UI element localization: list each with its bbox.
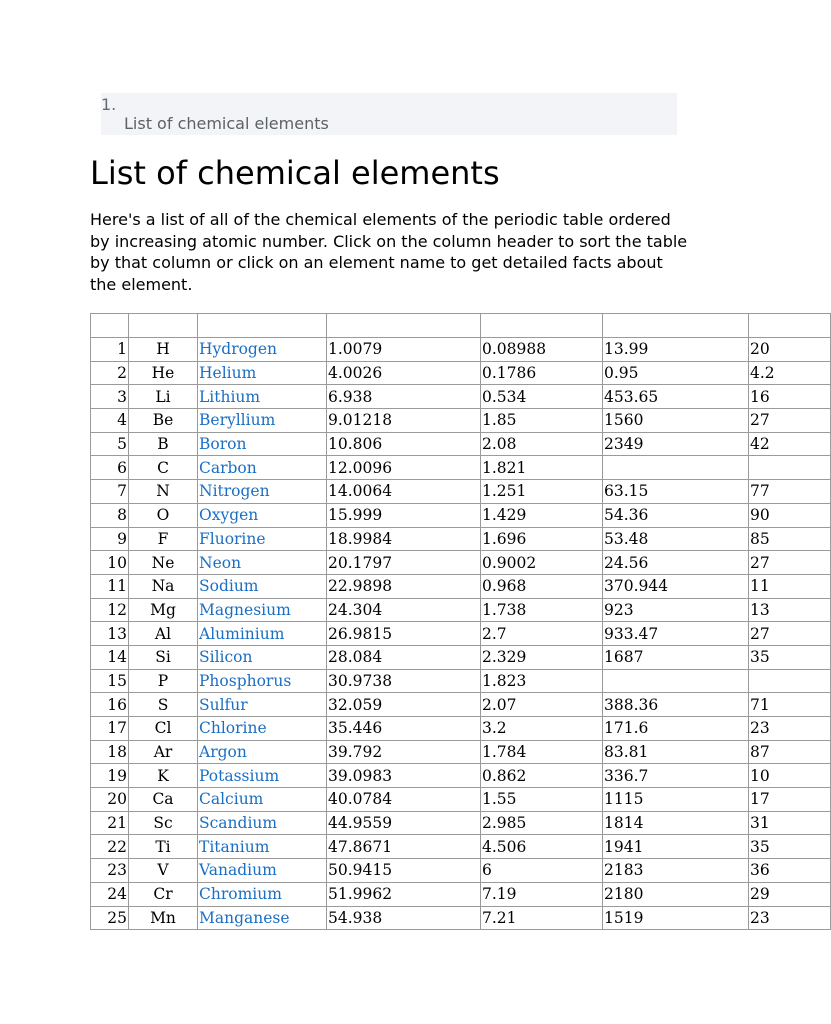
cell-density: 1.55 <box>481 788 603 812</box>
table-header-row <box>91 314 831 338</box>
cell-atomic-mass: 35.446 <box>327 717 481 741</box>
element-link[interactable]: Sodium <box>199 577 259 596</box>
cell-boiling-point: 27 <box>749 409 831 433</box>
cell-symbol: P <box>129 669 198 693</box>
cell-density: 1.784 <box>481 740 603 764</box>
cell-density: 1.738 <box>481 598 603 622</box>
column-header-symbol[interactable] <box>129 314 198 338</box>
cell-element-name <box>198 645 327 669</box>
cell-density: 7.19 <box>481 882 603 906</box>
cell-atomic-number: 15 <box>91 669 129 693</box>
cell-atomic-number: 18 <box>91 740 129 764</box>
cell-density: 2.329 <box>481 645 603 669</box>
cell-symbol: Cr <box>129 882 198 906</box>
cell-melting-point: 923 <box>603 598 749 622</box>
column-header-mass[interactable] <box>327 314 481 338</box>
cell-atomic-number: 12 <box>91 598 129 622</box>
cell-element-name <box>198 480 327 504</box>
cell-element-name <box>198 764 327 788</box>
cell-boiling-point: 27 <box>749 551 831 575</box>
cell-symbol: Ar <box>129 740 198 764</box>
cell-melting-point: 1687 <box>603 645 749 669</box>
element-link[interactable]: Vanadium <box>199 861 277 880</box>
element-link[interactable]: Oxygen <box>199 506 259 525</box>
element-link[interactable]: Boron <box>199 435 247 454</box>
page-title: List of chemical elements <box>90 154 500 192</box>
cell-density: 7.21 <box>481 906 603 930</box>
cell-element-name <box>198 717 327 741</box>
cell-boiling-point: 13 <box>749 598 831 622</box>
cell-boiling-point: 23 <box>749 717 831 741</box>
cell-density: 2.7 <box>481 622 603 646</box>
element-link[interactable]: Sulfur <box>199 695 248 714</box>
column-header-name[interactable] <box>198 314 327 338</box>
cell-element-name <box>198 693 327 717</box>
element-link[interactable]: Chlorine <box>199 719 267 738</box>
cell-atomic-number: 1 <box>91 338 129 362</box>
cell-density: 1.823 <box>481 669 603 693</box>
cell-symbol: B <box>129 432 198 456</box>
table-row <box>91 693 831 717</box>
cell-atomic-number: 24 <box>91 882 129 906</box>
cell-melting-point: 370.944 <box>603 574 749 598</box>
cell-density: 2.08 <box>481 432 603 456</box>
cell-boiling-point: 10 <box>749 764 831 788</box>
cell-melting-point <box>603 456 749 480</box>
table-row <box>91 622 831 646</box>
cell-atomic-mass: 9.01218 <box>327 409 481 433</box>
cell-atomic-number: 25 <box>91 906 129 930</box>
cell-element-name <box>198 574 327 598</box>
cell-symbol: Cl <box>129 717 198 741</box>
element-link[interactable]: Beryllium <box>199 411 276 430</box>
element-link[interactable]: Potassium <box>199 766 280 785</box>
cell-melting-point: 63.15 <box>603 480 749 504</box>
table-row <box>91 385 831 409</box>
cell-atomic-mass: 44.9559 <box>327 811 481 835</box>
cell-boiling-point: 77 <box>749 480 831 504</box>
cell-atomic-mass: 47.8671 <box>327 835 481 859</box>
column-header-density[interactable] <box>481 314 603 338</box>
cell-atomic-number: 6 <box>91 456 129 480</box>
element-link[interactable]: Hydrogen <box>199 340 278 359</box>
cell-atomic-number: 9 <box>91 527 129 551</box>
cell-element-name <box>198 598 327 622</box>
cell-symbol: V <box>129 859 198 883</box>
cell-element-name <box>198 456 327 480</box>
cell-element-name <box>198 882 327 906</box>
table-row <box>91 645 831 669</box>
table-body <box>91 338 831 930</box>
cell-atomic-mass: 14.0064 <box>327 480 481 504</box>
cell-boiling-point: 36 <box>749 859 831 883</box>
cell-atomic-number: 21 <box>91 811 129 835</box>
elements-table-container <box>90 313 775 930</box>
element-link[interactable]: Lithium <box>199 387 261 406</box>
cell-element-name <box>198 503 327 527</box>
element-link[interactable]: Silicon <box>199 648 253 667</box>
table-row <box>91 409 831 433</box>
cell-melting-point: 171.6 <box>603 717 749 741</box>
cell-element-name <box>198 385 327 409</box>
element-link[interactable]: Carbon <box>199 458 257 477</box>
cell-element-name <box>198 432 327 456</box>
cell-atomic-mass: 54.938 <box>327 906 481 930</box>
element-link[interactable]: Titanium <box>199 837 270 856</box>
cell-atomic-number: 16 <box>91 693 129 717</box>
cell-melting-point: 1941 <box>603 835 749 859</box>
table-row <box>91 480 831 504</box>
cell-atomic-mass: 39.0983 <box>327 764 481 788</box>
cell-melting-point: 0.95 <box>603 361 749 385</box>
cell-density: 4.506 <box>481 835 603 859</box>
cell-atomic-number: 10 <box>91 551 129 575</box>
cell-symbol: Mn <box>129 906 198 930</box>
cell-atomic-mass: 50.9415 <box>327 859 481 883</box>
cell-atomic-mass: 20.1797 <box>327 551 481 575</box>
cell-melting-point: 336.7 <box>603 764 749 788</box>
cell-atomic-number: 4 <box>91 409 129 433</box>
table-row <box>91 574 831 598</box>
cell-symbol: Ca <box>129 788 198 812</box>
table-row <box>91 882 831 906</box>
cell-atomic-mass: 22.9898 <box>327 574 481 598</box>
cell-atomic-mass: 10.806 <box>327 432 481 456</box>
cell-symbol: H <box>129 338 198 362</box>
cell-element-name <box>198 740 327 764</box>
breadcrumb <box>101 93 677 135</box>
cell-element-name <box>198 669 327 693</box>
cell-melting-point: 24.56 <box>603 551 749 575</box>
cell-symbol: Na <box>129 574 198 598</box>
cell-element-name <box>198 906 327 930</box>
table-row <box>91 361 831 385</box>
table-row <box>91 338 831 362</box>
table-row <box>91 788 831 812</box>
cell-boiling-point: 35 <box>749 835 831 859</box>
cell-melting-point: 2183 <box>603 859 749 883</box>
table-row <box>91 717 831 741</box>
cell-atomic-mass: 12.0096 <box>327 456 481 480</box>
cell-density: 3.2 <box>481 717 603 741</box>
table-row <box>91 432 831 456</box>
table-row <box>91 456 831 480</box>
cell-atomic-number: 11 <box>91 574 129 598</box>
cell-density: 2.985 <box>481 811 603 835</box>
cell-density: 2.07 <box>481 693 603 717</box>
cell-symbol: Li <box>129 385 198 409</box>
cell-element-name <box>198 361 327 385</box>
cell-boiling-point: 71 <box>749 693 831 717</box>
element-link[interactable]: Fluorine <box>199 529 266 548</box>
cell-boiling-point <box>749 456 831 480</box>
cell-element-name <box>198 527 327 551</box>
cell-melting-point: 54.36 <box>603 503 749 527</box>
cell-symbol: F <box>129 527 198 551</box>
elements-table <box>90 313 831 930</box>
cell-melting-point: 83.81 <box>603 740 749 764</box>
cell-density: 0.1786 <box>481 361 603 385</box>
cell-boiling-point: 85 <box>749 527 831 551</box>
cell-density: 0.08988 <box>481 338 603 362</box>
table-row <box>91 835 831 859</box>
cell-boiling-point: 11 <box>749 574 831 598</box>
cell-boiling-point: 29 <box>749 882 831 906</box>
cell-density: 0.862 <box>481 764 603 788</box>
cell-atomic-mass: 51.9962 <box>327 882 481 906</box>
element-link[interactable]: Helium <box>199 364 257 383</box>
column-header-number[interactable] <box>91 314 129 338</box>
cell-atomic-number: 23 <box>91 859 129 883</box>
cell-symbol: K <box>129 764 198 788</box>
table-row <box>91 503 831 527</box>
cell-density: 1.696 <box>481 527 603 551</box>
cell-element-name <box>198 788 327 812</box>
table-row <box>91 740 831 764</box>
cell-symbol: Be <box>129 409 198 433</box>
cell-melting-point: 1814 <box>603 811 749 835</box>
cell-melting-point: 13.99 <box>603 338 749 362</box>
table-row <box>91 598 831 622</box>
cell-element-name <box>198 409 327 433</box>
cell-atomic-mass: 18.9984 <box>327 527 481 551</box>
cell-melting-point: 1115 <box>603 788 749 812</box>
cell-boiling-point: 31 <box>749 811 831 835</box>
cell-boiling-point: 23 <box>749 906 831 930</box>
cell-element-name <box>198 835 327 859</box>
cell-atomic-number: 7 <box>91 480 129 504</box>
breadcrumb-number: 1. <box>101 95 117 114</box>
cell-atomic-number: 20 <box>91 788 129 812</box>
element-link[interactable]: Aluminium <box>199 624 285 643</box>
cell-atomic-mass: 24.304 <box>327 598 481 622</box>
cell-density: 6 <box>481 859 603 883</box>
cell-atomic-number: 14 <box>91 645 129 669</box>
cell-symbol: Mg <box>129 598 198 622</box>
cell-atomic-mass: 4.0026 <box>327 361 481 385</box>
cell-boiling-point: 16 <box>749 385 831 409</box>
element-link[interactable]: Phosphorus <box>199 671 292 690</box>
cell-symbol: Al <box>129 622 198 646</box>
cell-atomic-mass: 26.9815 <box>327 622 481 646</box>
cell-symbol: Sc <box>129 811 198 835</box>
cell-symbol: S <box>129 693 198 717</box>
cell-boiling-point: 42 <box>749 432 831 456</box>
element-link[interactable]: Nitrogen <box>199 482 270 501</box>
cell-symbol: O <box>129 503 198 527</box>
cell-symbol: Si <box>129 645 198 669</box>
element-link[interactable]: Calcium <box>199 790 264 809</box>
cell-melting-point: 2349 <box>603 432 749 456</box>
element-link[interactable]: Argon <box>199 743 247 762</box>
cell-melting-point: 388.36 <box>603 693 749 717</box>
cell-atomic-number: 22 <box>91 835 129 859</box>
table-row <box>91 551 831 575</box>
cell-symbol: Ti <box>129 835 198 859</box>
column-header-boiling-point[interactable] <box>749 314 831 338</box>
table-row <box>91 669 831 693</box>
cell-melting-point: 53.48 <box>603 527 749 551</box>
cell-element-name <box>198 811 327 835</box>
element-link[interactable]: Manganese <box>199 908 290 927</box>
cell-density: 0.534 <box>481 385 603 409</box>
cell-density: 1.251 <box>481 480 603 504</box>
cell-atomic-number: 2 <box>91 361 129 385</box>
cell-atomic-mass: 30.9738 <box>327 669 481 693</box>
cell-boiling-point: 87 <box>749 740 831 764</box>
cell-symbol: He <box>129 361 198 385</box>
cell-element-name <box>198 551 327 575</box>
column-header-melting-point[interactable] <box>603 314 749 338</box>
cell-atomic-number: 3 <box>91 385 129 409</box>
cell-element-name <box>198 338 327 362</box>
cell-atomic-mass: 6.938 <box>327 385 481 409</box>
cell-melting-point: 2180 <box>603 882 749 906</box>
cell-atomic-number: 17 <box>91 717 129 741</box>
cell-density: 1.85 <box>481 409 603 433</box>
cell-density: 0.968 <box>481 574 603 598</box>
element-link[interactable]: Neon <box>199 553 242 572</box>
cell-boiling-point: 27 <box>749 622 831 646</box>
cell-boiling-point: 20 <box>749 338 831 362</box>
cell-density: 1.429 <box>481 503 603 527</box>
cell-melting-point: 933.47 <box>603 622 749 646</box>
cell-melting-point: 453.65 <box>603 385 749 409</box>
table-row <box>91 859 831 883</box>
table-row <box>91 527 831 551</box>
cell-density: 0.9002 <box>481 551 603 575</box>
cell-atomic-mass: 40.0784 <box>327 788 481 812</box>
table-row <box>91 811 831 835</box>
cell-boiling-point: 17 <box>749 788 831 812</box>
cell-atomic-number: 5 <box>91 432 129 456</box>
intro-paragraph: Here's a list of all of the chemical elements of the periodic table ordered by increasing atomic number. Click on the column header to sort the table by that column or click on an element name to get detailed facts about the element. <box>90 210 688 294</box>
cell-element-name <box>198 859 327 883</box>
cell-boiling-point: 35 <box>749 645 831 669</box>
breadcrumb-item[interactable]: List of chemical elements <box>124 114 329 133</box>
cell-boiling-point: 4.2 <box>749 361 831 385</box>
cell-symbol: N <box>129 480 198 504</box>
cell-density: 1.821 <box>481 456 603 480</box>
cell-element-name <box>198 622 327 646</box>
cell-symbol: C <box>129 456 198 480</box>
cell-atomic-mass: 15.999 <box>327 503 481 527</box>
cell-atomic-mass: 28.084 <box>327 645 481 669</box>
cell-atomic-mass: 39.792 <box>327 740 481 764</box>
cell-atomic-mass: 32.059 <box>327 693 481 717</box>
element-link[interactable]: Chromium <box>199 885 282 904</box>
table-row <box>91 906 831 930</box>
cell-melting-point <box>603 669 749 693</box>
cell-atomic-mass: 1.0079 <box>327 338 481 362</box>
cell-atomic-number: 8 <box>91 503 129 527</box>
cell-boiling-point: 90 <box>749 503 831 527</box>
cell-atomic-number: 13 <box>91 622 129 646</box>
element-link[interactable]: Scandium <box>199 814 278 833</box>
cell-boiling-point <box>749 669 831 693</box>
cell-melting-point: 1519 <box>603 906 749 930</box>
cell-symbol: Ne <box>129 551 198 575</box>
cell-melting-point: 1560 <box>603 409 749 433</box>
element-link[interactable]: Magnesium <box>199 600 291 619</box>
cell-atomic-number: 19 <box>91 764 129 788</box>
table-row <box>91 764 831 788</box>
